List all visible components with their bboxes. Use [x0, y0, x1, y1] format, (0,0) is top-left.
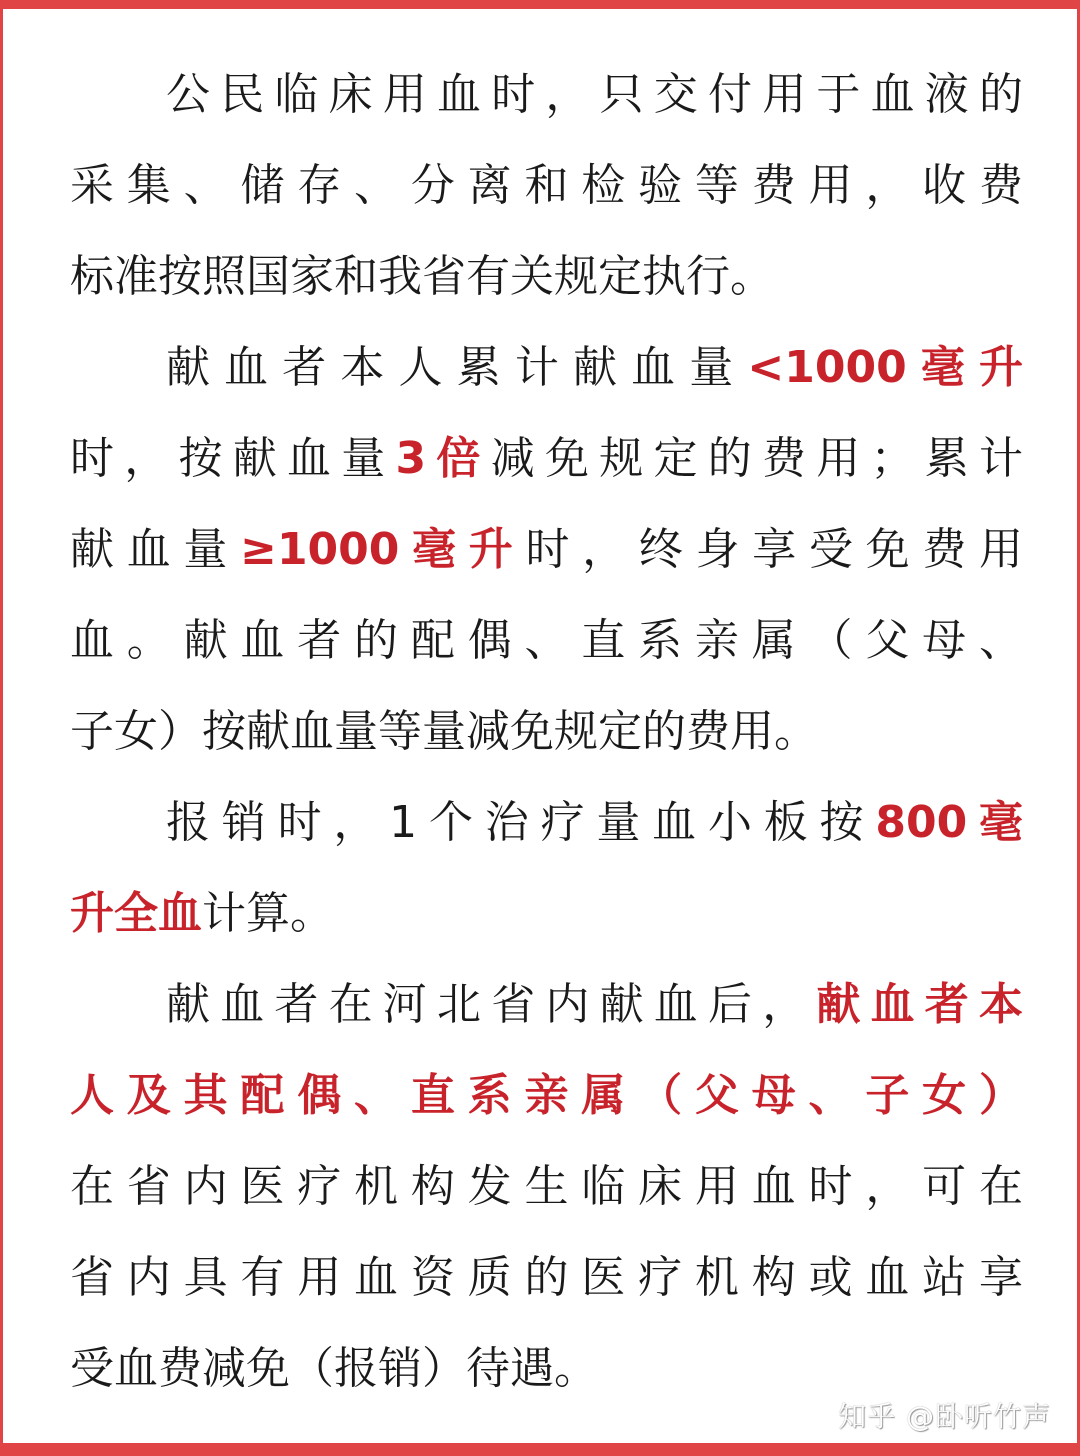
body-text: 子女）按献血量等量减免规定的费用。 [70, 706, 818, 757]
text-line [70, 1232, 1023, 1323]
highlighted-text: <1000毫升 [747, 342, 1024, 393]
text-line [70, 322, 1023, 413]
body-text: 采集、储存、分离和检验等费用，收费 [70, 160, 1023, 211]
text-line [70, 1050, 1023, 1141]
body-text: 在省内医疗机构发生临床用血时，可在 [70, 1161, 1023, 1212]
text-line [70, 959, 1023, 1050]
text-line [70, 140, 1023, 231]
body-text: 献血者在河北省内献血后， [166, 979, 817, 1030]
text-line [70, 504, 1023, 595]
body-text: 时，按献血量 [70, 433, 396, 484]
watermark: 知乎 @卧听竹声 [838, 1400, 1051, 1433]
body-text: 省内具有用血资质的医疗机构或血站享 [70, 1252, 1023, 1303]
body-text: 报销时，1个治疗量血小板按 [166, 797, 876, 848]
body-text: 献血者本人累计献血量 [166, 342, 748, 393]
highlighted-text: 升全血 [70, 888, 202, 939]
highlighted-text: 800毫 [875, 797, 1023, 848]
text-line [70, 686, 1023, 777]
body-text: 减免规定的费用；累计 [490, 433, 1024, 484]
highlighted-text: ≥1000毫升 [240, 524, 526, 575]
highlighted-text: 献血者本 [816, 979, 1024, 1030]
body-text: 公民临床用血时，只交付用于血液的 [166, 69, 1023, 120]
text-line [70, 231, 1023, 322]
body-text: 计算。 [202, 888, 334, 939]
body-text: 血。献血者的配偶、直系亲属（父母、 [70, 615, 1023, 666]
document-body [70, 49, 1023, 1414]
body-text: 受血费减免（报销）待遇。 [70, 1343, 598, 1394]
text-line [70, 595, 1023, 686]
document-page [3, 9, 1077, 1443]
text-line [70, 1141, 1023, 1232]
text-line [70, 49, 1023, 140]
text-line [70, 413, 1023, 504]
text-line [70, 868, 1023, 959]
text-line [70, 777, 1023, 868]
body-text: 标准按照国家和我省有关规定执行。 [70, 251, 774, 302]
highlighted-text: 人及其配偶、直系亲属（父母、子女） [70, 1070, 1023, 1121]
body-text: 时，终身享受免费用 [525, 524, 1024, 575]
highlighted-text: 3倍 [395, 433, 491, 484]
body-text: 献血量 [70, 524, 241, 575]
